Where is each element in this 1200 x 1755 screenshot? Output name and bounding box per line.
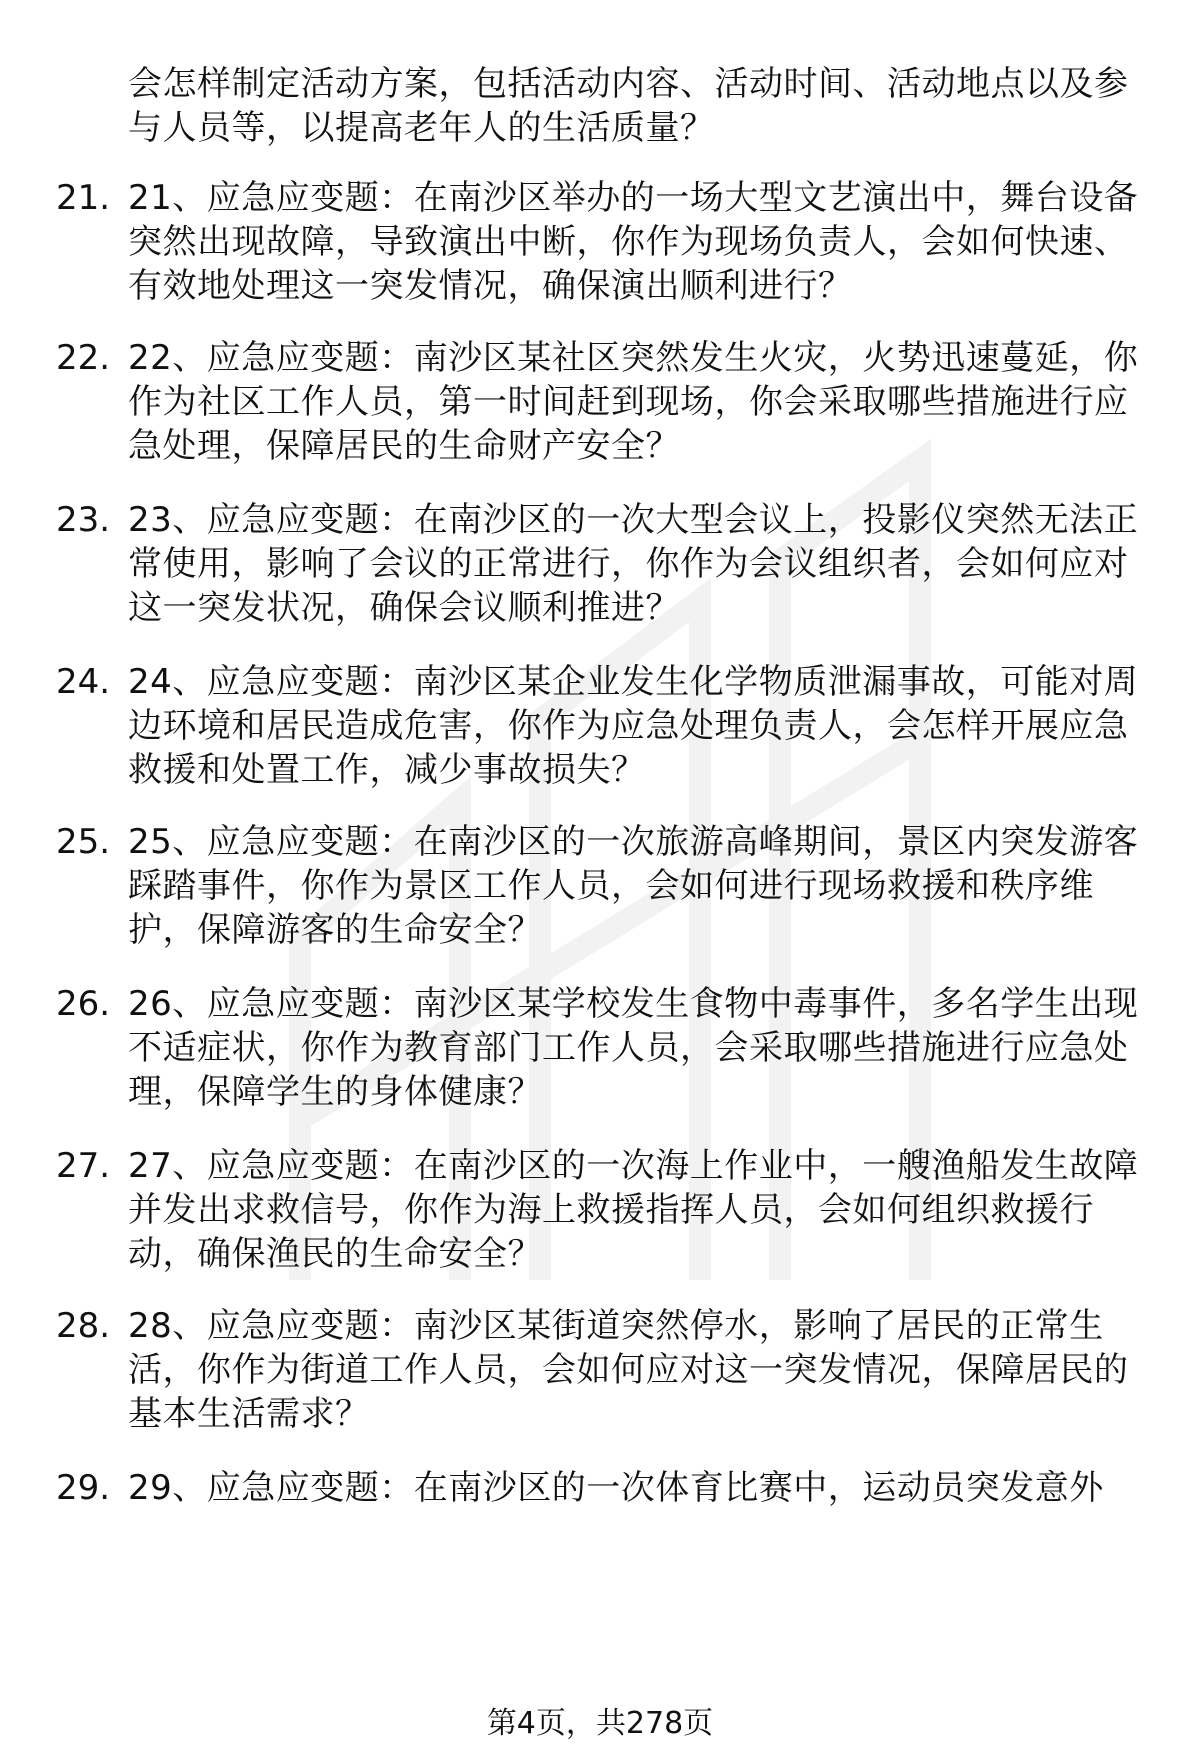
question-text: 24、应急应变题：南沙区某企业发生化学物质泄漏事故，可能对周边环境和居民造成危害，你作为应急处理负责人，会怎样开展应急救援和处置工作，减少事故损失？ xyxy=(128,662,1139,790)
question-text: 21、应急应变题：在南沙区举办的一场大型文艺演出中，舞台设备突然出现故障，导致演出中断，你作为现场负责人，会如何快速、有效地处理这一突发情况，确保演出顺利进行？ xyxy=(128,178,1139,306)
question-number: 29. xyxy=(56,1468,111,1508)
question-text: 23、应急应变题：在南沙区的一次大型会议上，投影仪突然无法正常使用，影响了会议的正常进行，你作为会议组织者，会如何应对这一突发状况，确保会议顺利推进？ xyxy=(128,500,1139,628)
question-number: 28. xyxy=(56,1306,111,1346)
question-number: 22. xyxy=(56,338,111,378)
question-number: 25. xyxy=(56,822,111,862)
question-number: 23. xyxy=(56,500,111,540)
question-text: 22、应急应变题：南沙区某社区突然发生火灾，火势迅速蔓延，你作为社区工作人员，第一时间赶到现场，你会采取哪些措施进行应急处理，保障居民的生命财产安全？ xyxy=(128,338,1139,466)
question-number: 21. xyxy=(56,178,111,218)
question-text: 25、应急应变题：在南沙区的一次旅游高峰期间，景区内突发游客踩踏事件，你作为景区工作人员，会如何进行现场救援和秩序维护，保障游客的生命安全？ xyxy=(128,822,1139,950)
question-text: 26、应急应变题：南沙区某学校发生食物中毒事件，多名学生出现不适症状，你作为教育部门工作人员，会采取哪些措施进行应急处理，保障学生的身体健康？ xyxy=(128,984,1139,1112)
continuation-text: 会怎样制定活动方案，包括活动内容、活动时间、活动地点以及参与人员等，以提高老年人的生活质量？ xyxy=(128,64,1129,148)
question-text: 27、应急应变题：在南沙区的一次海上作业中，一艘渔船发生故障并发出求救信号，你作为海上救援指挥人员，会如何组织救援行动，确保渔民的生命安全？ xyxy=(128,1146,1139,1274)
question-text: 28、应急应变题：南沙区某街道突然停水，影响了居民的正常生活，你作为街道工作人员，会如何应对这一突发情况，保障居民的基本生活需求？ xyxy=(128,1306,1129,1434)
question-number: 24. xyxy=(56,662,111,702)
page-footer: 第4页，共278页 xyxy=(486,1706,714,1741)
question-number: 27. xyxy=(56,1146,111,1186)
question-text: 29、应急应变题：在南沙区的一次体育比赛中，运动员突发意外 xyxy=(128,1468,1104,1508)
question-number: 26. xyxy=(56,984,111,1024)
